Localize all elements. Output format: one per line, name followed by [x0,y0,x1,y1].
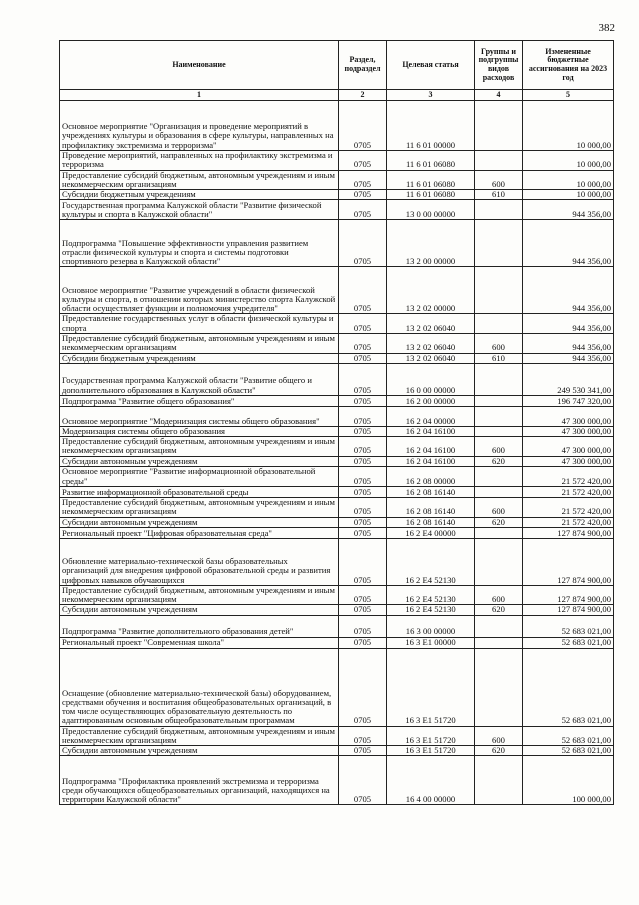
row-amount: 52 683 021,00 [523,637,614,648]
row-article: 16 3 E1 00000 [387,637,475,648]
row-amount: 944 356,00 [523,200,614,220]
row-name: Предоставление государственных услуг в области физической культуры и спорта [60,314,339,334]
table-row [60,466,614,486]
row-name: Обновление материально-технической базы образовательных организаций для внедрения цифровой образовательной среды и развития цифровых навыков обучающихся [60,538,339,585]
row-amount: 47 300 000,00 [523,456,614,466]
row-name: Субсидии автономным учреждениям [60,517,339,527]
row-section: 0705 [339,648,387,726]
row-article: 16 2 08 16140 [387,517,475,527]
row-amount: 100 000,00 [523,756,614,805]
row-article: 16 4 00 00000 [387,756,475,805]
row-section: 0705 [339,200,387,220]
row-name: Субсидии автономным учреждениям [60,456,339,466]
row-amount: 47 300 000,00 [523,437,614,457]
table-row [60,615,614,637]
row-article: 16 2 00 00000 [387,395,475,406]
row-section: 0705 [339,466,387,486]
row-name: Подпрограмма "Профилактика проявлений экстремизма и терроризма среди обучающихся общеобразовательных организаций, находящихся на территории Калужской области" [60,756,339,805]
row-amount: 127 874 900,00 [523,605,614,615]
row-group [475,363,523,395]
row-article: 16 2 E4 52130 [387,605,475,615]
table-row [60,151,614,171]
table-row [60,220,614,267]
column-number: 5 [523,90,614,101]
row-section: 0705 [339,456,387,466]
row-section: 0705 [339,437,387,457]
table-row [60,456,614,466]
row-section: 0705 [339,190,387,200]
row-article: 16 2 04 16100 [387,426,475,436]
table-row [60,756,614,805]
table-row [60,437,614,457]
row-article: 16 2 E4 00000 [387,527,475,538]
table-row [60,726,614,746]
row-name: Развитие информационной образовательной среды [60,486,339,497]
row-amount: 47 300 000,00 [523,426,614,436]
header-groups: Группы и подгруппы видов расходов [475,41,523,90]
row-name: Подпрограмма "Развитие дополнительного образования детей" [60,615,339,637]
row-group: 620 [475,456,523,466]
row-group [475,466,523,486]
table-row [60,190,614,200]
row-name: Государственная программа Калужской области "Развитие физической культуры и спорта в Калужской области" [60,200,339,220]
row-section: 0705 [339,486,387,497]
row-name: Оснащение (обновление материально-технической базы) оборудованием, средствами обучения и воспитания общеобразовательных организаций, в том числе осуществляющих образовательную деятельность по адаптированным основным общеобразовательным программам [60,648,339,726]
row-group: 600 [475,585,523,605]
table-row [60,200,614,220]
row-amount: 944 356,00 [523,353,614,363]
row-group [475,267,523,314]
row-section: 0705 [339,527,387,538]
row-section: 0705 [339,605,387,615]
row-group: 620 [475,605,523,615]
row-section: 0705 [339,497,387,517]
row-name: Подпрограмма "Развитие общего образования" [60,395,339,406]
row-section: 0705 [339,170,387,190]
row-article: 16 3 E1 51720 [387,648,475,726]
row-group: 600 [475,333,523,353]
row-section: 0705 [339,746,387,756]
row-amount: 52 683 021,00 [523,746,614,756]
row-article: 16 3 00 00000 [387,615,475,637]
row-group [475,101,523,151]
row-name: Государственная программа Калужской области "Развитие общего и дополнительного образования в Калужской области" [60,363,339,395]
budget-table [59,40,614,805]
row-amount: 10 000,00 [523,151,614,171]
row-article: 13 2 02 06040 [387,353,475,363]
row-group: 600 [475,726,523,746]
table-row [60,585,614,605]
row-article: 11 6 01 06080 [387,170,475,190]
row-name: Субсидии бюджетным учреждениям [60,353,339,363]
row-name: Основное мероприятие "Модернизация системы общего образования" [60,406,339,426]
page-number: 382 [598,22,615,34]
row-article: 13 2 02 06040 [387,314,475,334]
table-row [60,637,614,648]
row-group [475,220,523,267]
row-section: 0705 [339,220,387,267]
header-article: Целевая статья [387,41,475,90]
table-row [60,170,614,190]
row-group [475,756,523,805]
row-name: Предоставление субсидий бюджетным, автономным учреждениям и иным некоммерческим организациям [60,333,339,353]
table-header-row [60,41,614,90]
row-section: 0705 [339,615,387,637]
table-row [60,353,614,363]
row-amount: 127 874 900,00 [523,538,614,585]
row-group [475,486,523,497]
row-amount: 21 572 420,00 [523,466,614,486]
row-amount: 249 530 341,00 [523,363,614,395]
table-row [60,486,614,497]
row-group [475,538,523,585]
row-group: 600 [475,170,523,190]
table-row [60,517,614,527]
table-row [60,267,614,314]
column-number: 2 [339,90,387,101]
header-amount: Измененные бюджетные ассигнования на 2023 год [523,41,614,90]
table-row [60,101,614,151]
row-name: Предоставление субсидий бюджетным, автономным учреждениям и иным некоммерческим организациям [60,726,339,746]
row-group [475,406,523,426]
row-group: 610 [475,190,523,200]
row-name: Предоставление субсидий бюджетным, автономным учреждениям и иным некоммерческим организациям [60,585,339,605]
row-section: 0705 [339,314,387,334]
row-section: 0705 [339,353,387,363]
row-group [475,314,523,334]
row-amount: 10 000,00 [523,190,614,200]
row-name: Субсидии бюджетным учреждениям [60,190,339,200]
row-group [475,527,523,538]
table-row [60,527,614,538]
row-group [475,395,523,406]
row-name: Предоставление субсидий бюджетным, автономным учреждениям и иным некоммерческим организациям [60,497,339,517]
row-amount: 10 000,00 [523,101,614,151]
table-row [60,426,614,436]
row-amount: 21 572 420,00 [523,486,614,497]
header-name: Наименование [60,41,339,90]
table-row [60,314,614,334]
header-section: Раздел, подраздел [339,41,387,90]
row-amount: 21 572 420,00 [523,517,614,527]
row-article: 13 2 02 00000 [387,267,475,314]
row-article: 16 3 E1 51720 [387,746,475,756]
row-name: Основное мероприятие "Развитие информационной образовательной среды" [60,466,339,486]
row-article: 16 2 08 16140 [387,486,475,497]
row-amount: 21 572 420,00 [523,497,614,517]
row-group [475,151,523,171]
row-section: 0705 [339,101,387,151]
row-group: 600 [475,497,523,517]
row-amount: 127 874 900,00 [523,585,614,605]
table-row [60,648,614,726]
row-article: 11 6 01 06080 [387,151,475,171]
row-amount: 52 683 021,00 [523,648,614,726]
table-row [60,538,614,585]
row-amount: 944 356,00 [523,314,614,334]
row-article: 13 2 00 00000 [387,220,475,267]
row-section: 0705 [339,406,387,426]
row-amount: 10 000,00 [523,170,614,190]
row-article: 16 2 04 16100 [387,437,475,457]
table-row [60,333,614,353]
row-article: 16 2 E4 52130 [387,585,475,605]
row-group [475,615,523,637]
column-number: 4 [475,90,523,101]
row-group [475,426,523,436]
row-section: 0705 [339,151,387,171]
table-row [60,605,614,615]
row-article: 16 2 E4 52130 [387,538,475,585]
row-amount: 944 356,00 [523,267,614,314]
row-amount: 127 874 900,00 [523,527,614,538]
row-name: Субсидии автономным учреждениям [60,605,339,615]
row-section: 0705 [339,756,387,805]
row-article: 13 2 02 06040 [387,333,475,353]
row-section: 0705 [339,363,387,395]
row-section: 0705 [339,267,387,314]
row-article: 16 2 04 16100 [387,456,475,466]
table-row [60,497,614,517]
table-row [60,363,614,395]
row-group [475,648,523,726]
row-article: 16 2 04 00000 [387,406,475,426]
row-group: 600 [475,437,523,457]
row-amount: 47 300 000,00 [523,406,614,426]
row-section: 0705 [339,585,387,605]
row-article: 13 0 00 00000 [387,200,475,220]
column-number: 3 [387,90,475,101]
row-amount: 944 356,00 [523,220,614,267]
row-name: Субсидии автономным учреждениям [60,746,339,756]
row-name: Региональный проект "Цифровая образовательная среда" [60,527,339,538]
row-name: Региональный проект "Современная школа" [60,637,339,648]
row-article: 16 2 08 16140 [387,497,475,517]
row-name: Модернизация системы общего образования [60,426,339,436]
column-number: 1 [60,90,339,101]
table-row [60,395,614,406]
row-name: Проведение мероприятий, направленных на профилактику экстремизма и терроризма [60,151,339,171]
row-section: 0705 [339,726,387,746]
table-row [60,406,614,426]
row-name: Предоставление субсидий бюджетным, автономным учреждениям и иным некоммерческим организациям [60,437,339,457]
row-name: Предоставление субсидий бюджетным, автономным учреждениям и иным некоммерческим организациям [60,170,339,190]
row-article: 16 3 E1 51720 [387,726,475,746]
table-row [60,746,614,756]
column-number-row [60,90,614,101]
row-article: 16 2 08 00000 [387,466,475,486]
row-name: Основное мероприятие "Развитие учреждений в области физической культуры и спорта, в отношении которых министерство спорта Калужской области осуществляет функции и полномочия учредителя" [60,267,339,314]
row-amount: 196 747 320,00 [523,395,614,406]
row-section: 0705 [339,538,387,585]
row-group: 610 [475,353,523,363]
row-amount: 52 683 021,00 [523,726,614,746]
row-section: 0705 [339,426,387,436]
row-article: 16 0 00 00000 [387,363,475,395]
row-group: 620 [475,517,523,527]
row-article: 11 6 01 00000 [387,101,475,151]
row-group [475,637,523,648]
row-section: 0705 [339,517,387,527]
row-section: 0705 [339,637,387,648]
row-name: Основное мероприятие "Организация и проведение мероприятий в учреждениях культуры и образования в сфере культуры, направленных на профилактику экстремизма и терроризма" [60,101,339,151]
row-section: 0705 [339,395,387,406]
row-section: 0705 [339,333,387,353]
row-group [475,200,523,220]
row-amount: 944 356,00 [523,333,614,353]
row-amount: 52 683 021,00 [523,615,614,637]
row-article: 11 6 01 06080 [387,190,475,200]
row-group: 620 [475,746,523,756]
row-name: Подпрограмма "Повышение эффективности управления развитием отрасли физической культуры и спорта и системы подготовки спортивного резерва в Калужской области" [60,220,339,267]
